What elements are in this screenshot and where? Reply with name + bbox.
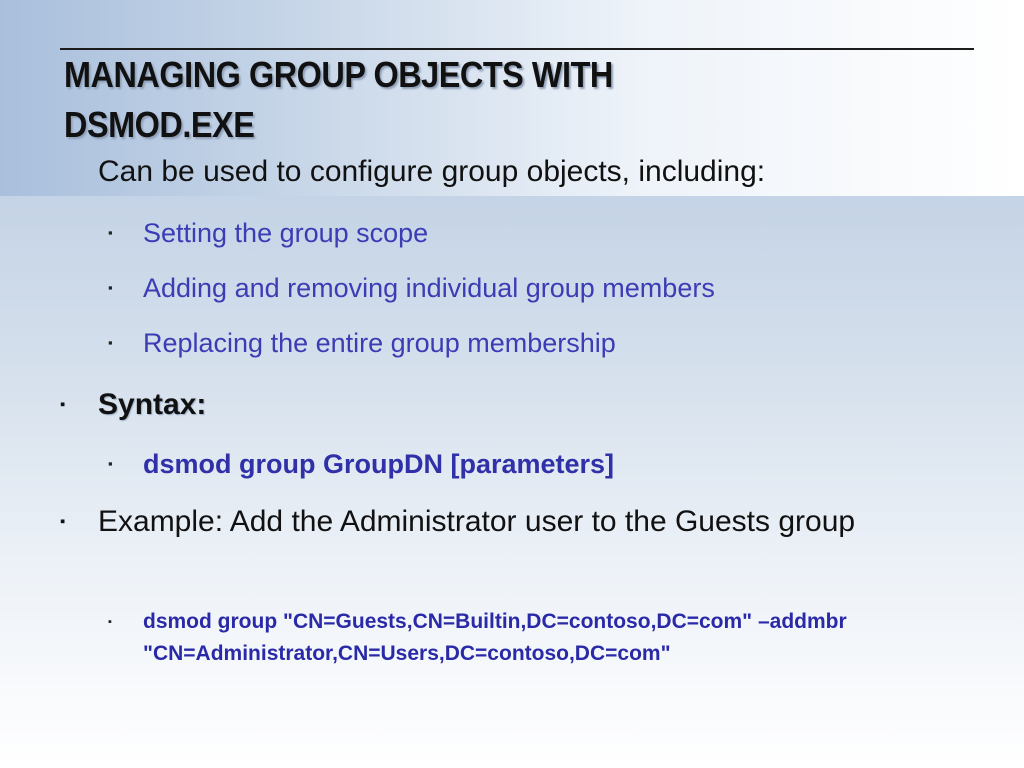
syntax-bullet [60, 386, 980, 424]
square-bullet-icon: ▪ [108, 616, 112, 628]
capability-text: Adding and removing individual group members [143, 273, 715, 303]
capability-item [108, 271, 978, 305]
syntax-command: dsmod group GroupDN [parameters] [143, 449, 615, 479]
syntax-command-item [108, 447, 978, 481]
square-bullet-icon: ▪ [60, 396, 66, 413]
square-bullet-icon: ▪ [108, 280, 113, 295]
intro-text: Can be used to configure group objects, including: [98, 155, 766, 188]
capability-item [108, 216, 978, 250]
square-bullet-icon: ▪ [108, 335, 113, 350]
capability-text: Setting the group scope [143, 218, 429, 248]
example-command: dsmod group "CN=Guests,CN=Builtin,DC=contoso,DC=com" –addmbr "CN=Administrator,CN=Users,DC=contoso,DC=com" [143, 610, 847, 665]
example-command-item [108, 606, 988, 670]
slide-title: MANAGING GROUP OBJECTS WITH DSMOD.EXE [64, 54, 613, 145]
syntax-heading: Syntax: [98, 388, 207, 421]
square-bullet-icon: ▪ [108, 225, 113, 240]
capability-item [108, 326, 978, 360]
example-heading: Example: Add the Administrator user to the Guests group [98, 505, 856, 538]
square-bullet-icon: ▪ [108, 456, 113, 471]
square-bullet-icon: ▪ [60, 513, 66, 530]
capability-text: Replacing the entire group membership [143, 328, 616, 358]
example-bullet [60, 503, 980, 541]
